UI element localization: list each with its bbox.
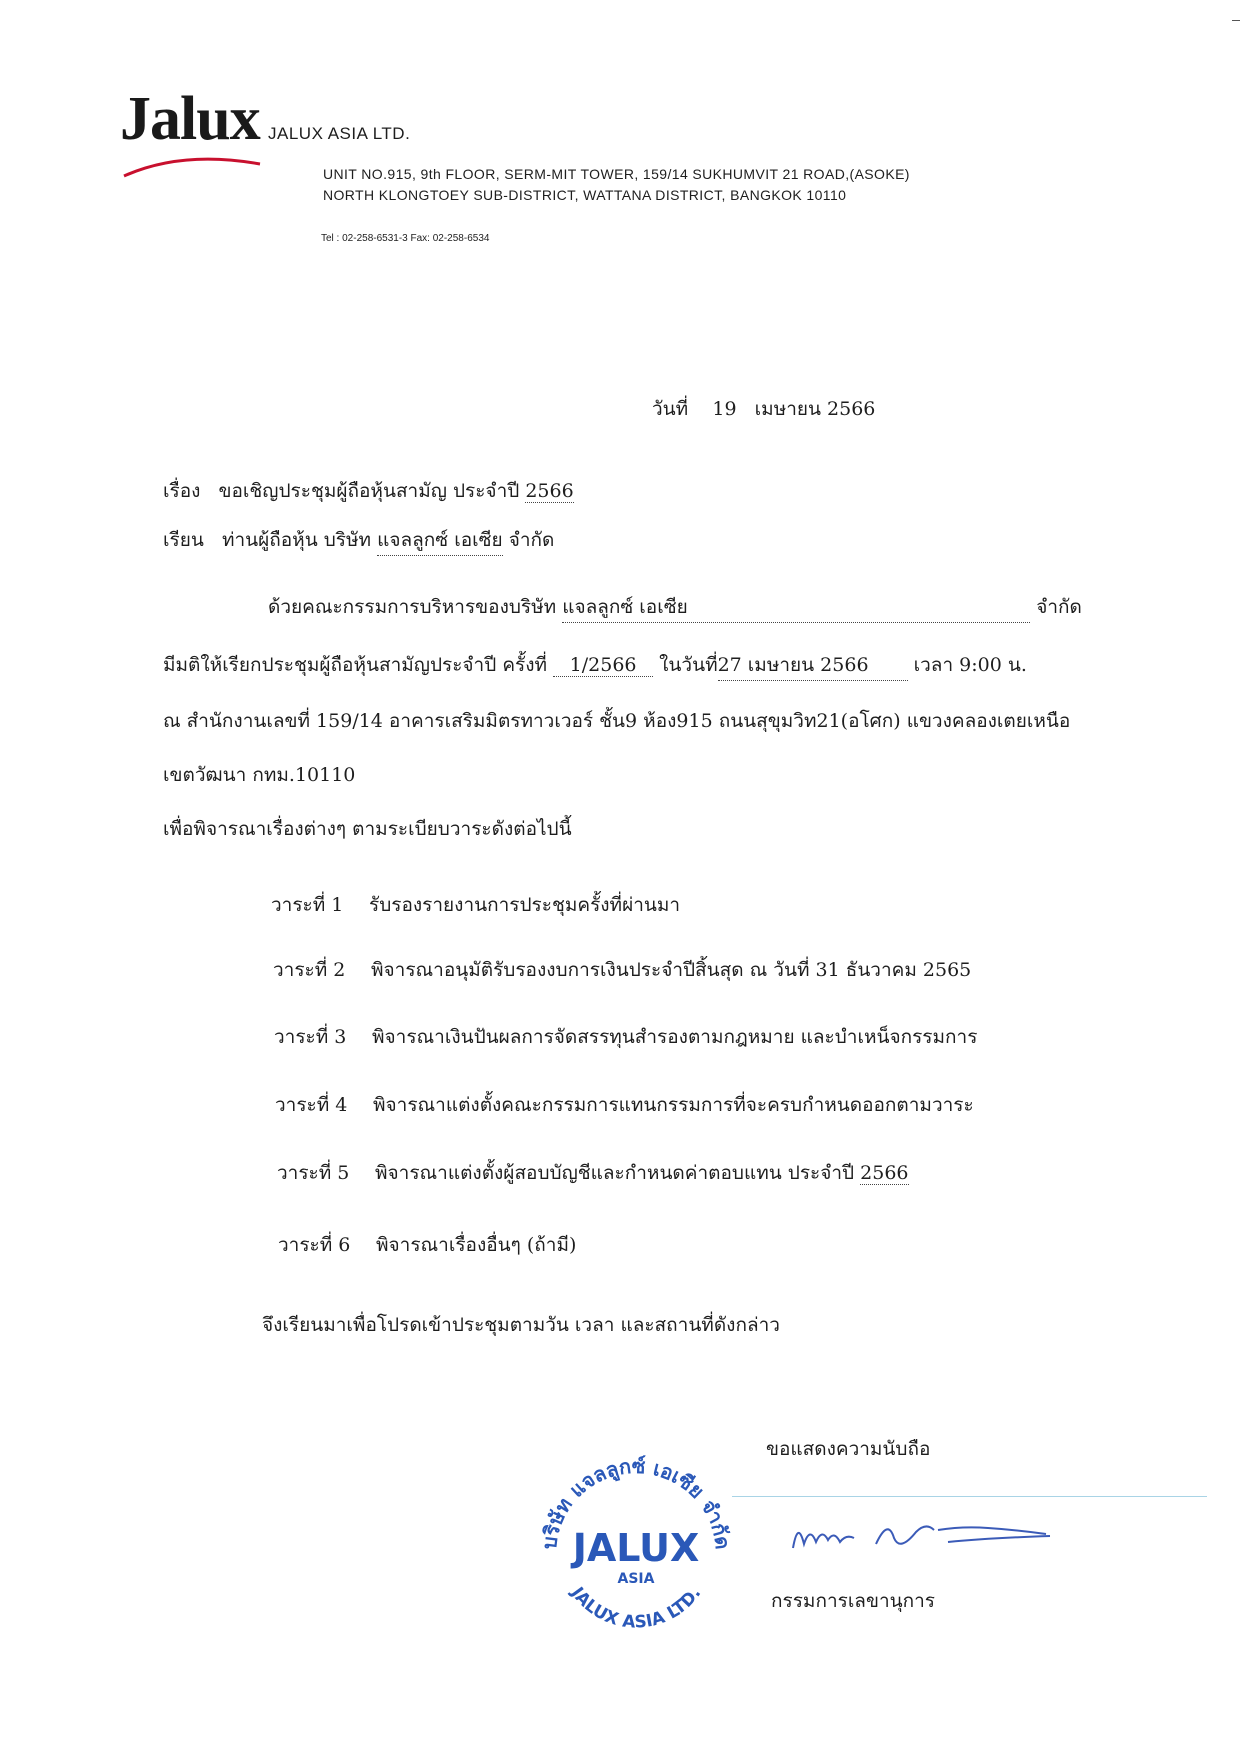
signer-title: กรรมการเลขานุการ: [771, 1590, 935, 1612]
agenda-text: พิจารณาเงินปันผลการจัดสรรทุนสำรองตามกฎหมาย และบำเหน็จกรรมการ: [372, 1026, 978, 1048]
date-day: 19: [712, 398, 737, 420]
agenda-text: พิจารณาแต่งตั้งผู้สอบบัญชีและกำหนดค่าตอบแทน ประจำปี: [375, 1162, 855, 1184]
date-label: วันที่: [652, 398, 689, 420]
agenda-label: วาระที่ 2: [273, 959, 346, 981]
recipient-text: ท่านผู้ถือหุ้น บริษัท: [221, 529, 372, 551]
agenda-label: วาระที่ 5: [277, 1162, 350, 1184]
agenda-item-1: [271, 890, 680, 920]
agenda-text: พิจารณาอนุมัติรับรองงบการเงินประจำปีสิ้นสุด ณ วันที่ 31 ธันวาคม 2565: [371, 959, 972, 981]
body-line-3: ณ สำนักงานเลขที่ 159/14 อาคารเสริมมิตรทาวเวอร์ ชั้น9 ห้อง915 ถนนสุขุมวิท21(อโศก) แขวงคลองเตยเหนือ: [163, 710, 1071, 732]
date-month-year: เมษายน 2566: [754, 398, 876, 420]
agenda-item-4: [275, 1090, 974, 1120]
body-line-1: [268, 592, 1082, 623]
agenda-label: วาระที่ 4: [275, 1094, 348, 1116]
subject-line: [163, 476, 574, 506]
subject-label: เรื่อง: [163, 480, 201, 502]
meeting-date: 27 เมษายน 2566: [718, 650, 908, 681]
agenda-item-6: [278, 1230, 576, 1260]
agenda-item-2: [273, 955, 971, 985]
body-line1-prefix: ด้วยคณะกรรมการบริหารของบริษัท: [268, 596, 557, 618]
recipient-line: [163, 525, 554, 556]
signature: [788, 1508, 1058, 1568]
agenda-text: พิจารณาแต่งตั้งคณะกรรมการแทนกรรมการที่จะครบกำหนดออกตามวาระ: [373, 1094, 974, 1116]
edge-mark: [1232, 20, 1240, 21]
company-stamp: [526, 1437, 746, 1657]
stamp-sub-text: ASIA: [617, 1571, 655, 1587]
address-line-1: UNIT NO.915, 9th FLOOR, SERM-MIT TOWER, 159/14 SUKHUMVIT 21 ROAD,(ASOKE): [323, 166, 910, 182]
agenda-item-5: [277, 1158, 909, 1188]
regards: ขอแสดงความนับถือ: [766, 1438, 931, 1460]
date-line: [652, 394, 875, 424]
agenda-year: 2566: [860, 1162, 909, 1184]
agenda-label: วาระที่ 6: [278, 1234, 351, 1256]
stamp-bottom-text: JALUX ASIA LTD.: [566, 1583, 706, 1633]
recipient-suffix: จำกัด: [508, 529, 555, 551]
stamp-top-text: บริษัท แจลลูกซ์ เอเซีย จำกัด: [536, 1453, 736, 1551]
agenda-item-3: [274, 1022, 977, 1052]
meeting-time: 9:00 น.: [959, 654, 1027, 676]
company-name: JALUX ASIA LTD.: [268, 124, 411, 143]
agenda-label: วาระที่ 1: [271, 894, 344, 916]
body-line-5: เพื่อพิจารณาเรื่องต่างๆ ตามระเบียบวาระดังต่อไปนี้: [163, 818, 572, 840]
body-line1-company: แจลลูกซ์ เอเซีย: [562, 592, 1030, 623]
agenda-text: รับรองรายงานการประชุมครั้งที่ผ่านมา: [369, 894, 681, 916]
signature-separator: [732, 1496, 1207, 1497]
subject-text: ขอเชิญประชุมผู้ถือหุ้นสามัญ ประจำปี: [218, 480, 520, 502]
subject-year: 2566: [525, 480, 574, 502]
meeting-time-label: เวลา: [913, 654, 954, 676]
company-logo: Jalux: [120, 85, 260, 153]
stamp-center-text: JALUX: [572, 1526, 700, 1570]
body-line2-prefix: มีมติให้เรียกประชุมผู้ถือหุ้นสามัญประจำปี ครั้งที่: [163, 654, 548, 676]
tel-fax: Tel : 02-258-6531-3 Fax: 02-258-6534: [321, 233, 490, 244]
closing-line: จึงเรียนมาเพื่อโปรดเข้าประชุมตามวัน เวลา และสถานที่ดังกล่าว: [262, 1314, 780, 1336]
body-line1-suffix: จำกัด: [1036, 596, 1082, 618]
address-line-2: NORTH KLONGTOEY SUB-DISTRICT, WATTANA DISTRICT, BANGKOK 10110: [323, 187, 847, 203]
agenda-text: พิจารณาเรื่องอื่นๆ (ถ้ามี): [376, 1234, 577, 1256]
recipient-company: แจลลูกซ์ เอเซีย: [377, 525, 503, 556]
body-line-2: [163, 650, 1027, 681]
recipient-label: เรียน: [163, 529, 204, 551]
logo-swoosh: [122, 150, 262, 180]
agenda-label: วาระที่ 3: [274, 1026, 347, 1048]
body-line-4: เขตวัฒนา กทม.10110: [163, 764, 356, 786]
meeting-date-label: ในวันที่: [659, 654, 718, 676]
meeting-number: 1/2566: [553, 654, 653, 677]
